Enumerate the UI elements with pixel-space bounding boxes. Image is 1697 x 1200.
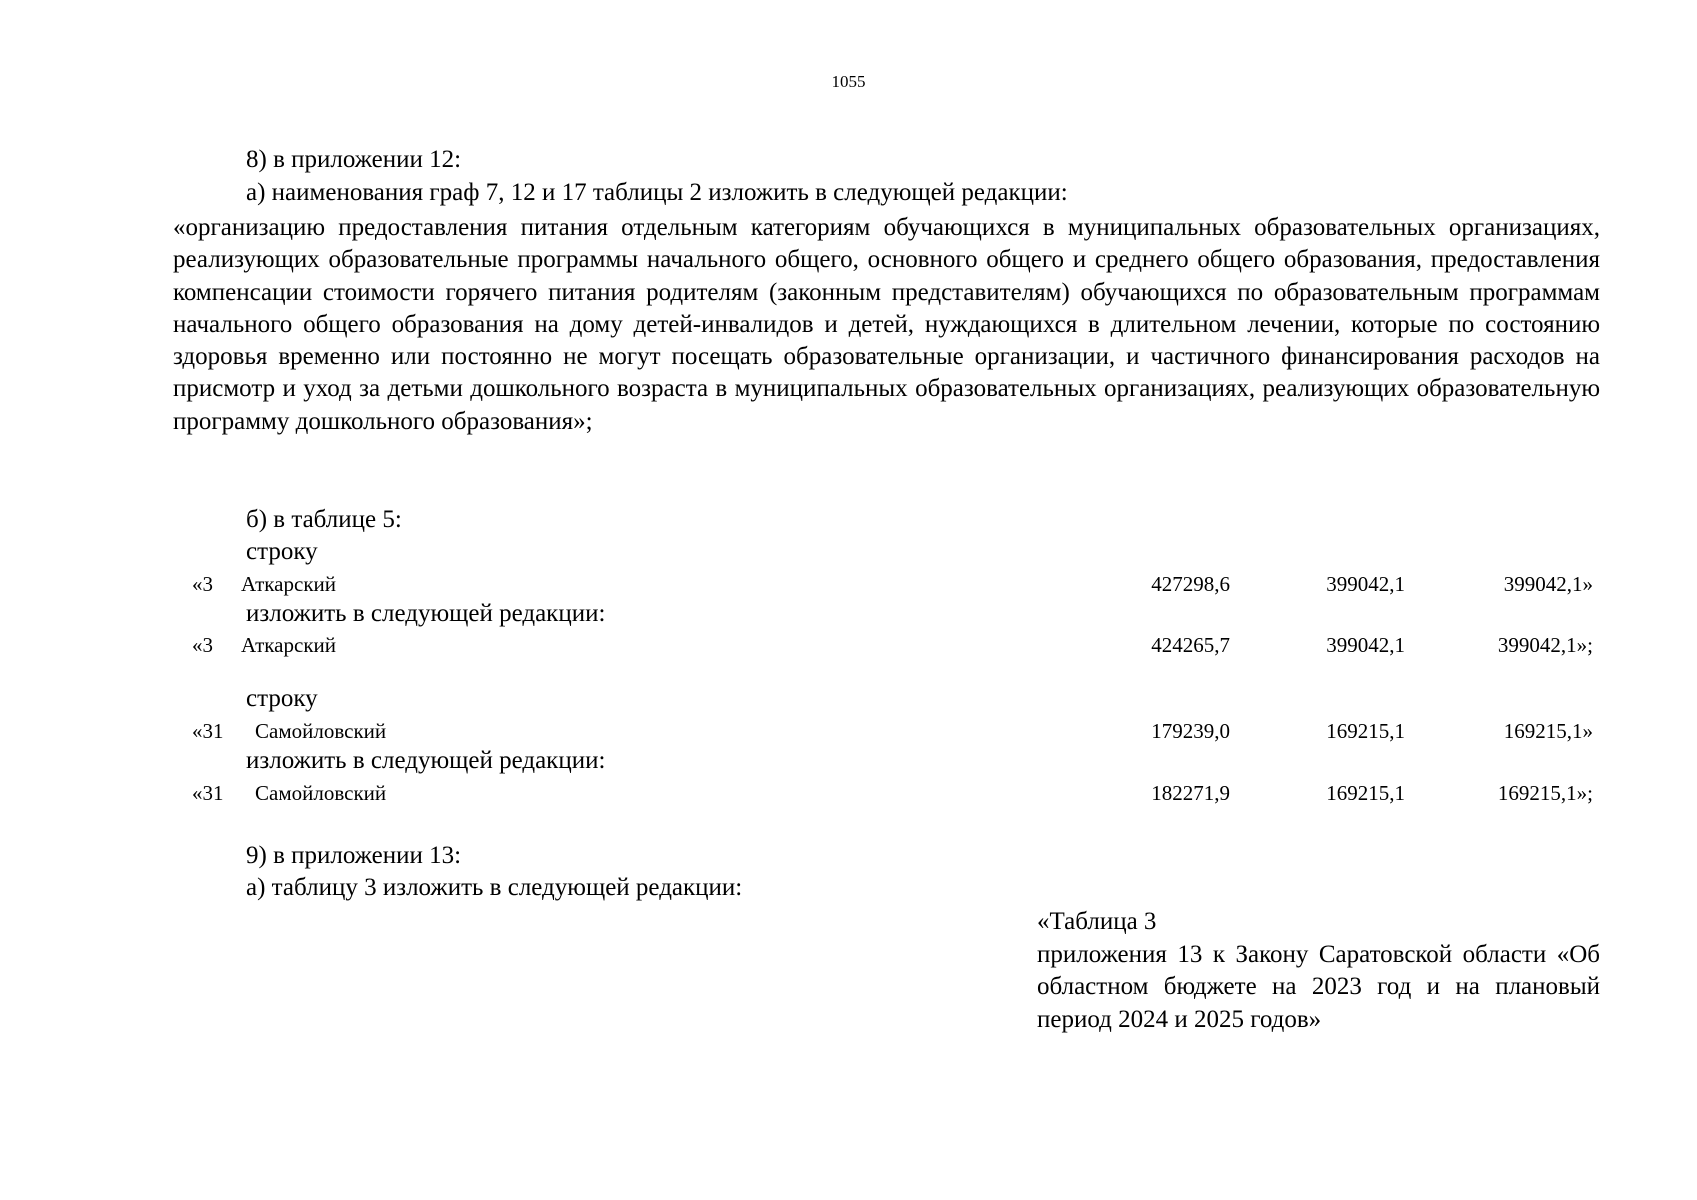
row-value-1: 182271,9 [1151,781,1230,805]
table-caption-block [1037,906,1600,1036]
item-8-sub-a: а) наименования граф 7, 12 и 17 таблицы 2 изложить в следующей редакции: [246,179,1068,206]
row-value-3: 169215,1»; [1497,781,1593,805]
row-number: «31 [192,719,224,743]
page-number: 1055 [831,72,866,91]
item-8-sub-b: б) в таблице 5: [246,506,402,533]
table-title: «Таблица 3 [1037,908,1157,935]
row-value-3: 399042,1»; [1497,633,1593,657]
row-value-2: 169215,1 [1326,719,1405,743]
row-number: «31 [192,781,224,805]
row-label-1: строку [246,538,318,565]
row-number: «3 [192,572,213,596]
row-value-1: 424265,7 [1151,633,1230,657]
row-number: «3 [192,633,213,657]
table-row [0,779,1697,807]
table-row [0,631,1697,659]
row-value-2: 169215,1 [1326,781,1405,805]
item-9-heading: 9) в приложении 13: [246,842,462,869]
row-name: Аткарский [241,633,337,657]
row-value-2: 399042,1 [1326,572,1405,596]
table-row [0,570,1697,598]
item-9-sub-a: а) таблицу 3 изложить в следующей редакции: [246,874,743,901]
row-name: Аткарский [241,572,337,596]
row-name: Самойловский [255,719,387,743]
row-value-3: 169215,1» [1503,719,1593,743]
row-value-1: 179239,0 [1151,719,1230,743]
row-value-2: 399042,1 [1326,633,1405,657]
row-value-3: 399042,1» [1503,572,1593,596]
replace-label-2: изложить в следующей редакции: [246,747,606,774]
table-description: приложения 13 к Закону Саратовской области «Об областном бюджете на 2023 год и на плановый период 2024 и 2025 годов» [1037,940,1600,1033]
replace-label-1: изложить в следующей редакции: [246,600,606,627]
row-value-1: 427298,6 [1151,572,1230,596]
row-label-2: строку [246,685,318,712]
item-8-quote-paragraph: «организацию предоставления питания отдельным категориям обучающихся в муниципальных образовательных организациях, реализующих образовательные программы начального общего, основного общего и среднего общего образования, предоставления компенсации стоимости горячего питания родителям (законным представителям) обучающихся по образовательным программам начального общего образования на дому детей-инвалидов и детей, нуждающихся в длительном лечении, которые по состоянию здоровья временно или постоянно не могут посещать образовательные организации, и частичного финансирования расходов на присмотр и уход за детьми дошкольного возраста в муниципальных образовательных организациях, реализующих образовательную программу дошкольного образования»; [173,214,1600,435]
item-8-heading: 8) в приложении 12: [246,146,462,173]
table-row [0,717,1697,745]
row-name: Самойловский [255,781,387,805]
